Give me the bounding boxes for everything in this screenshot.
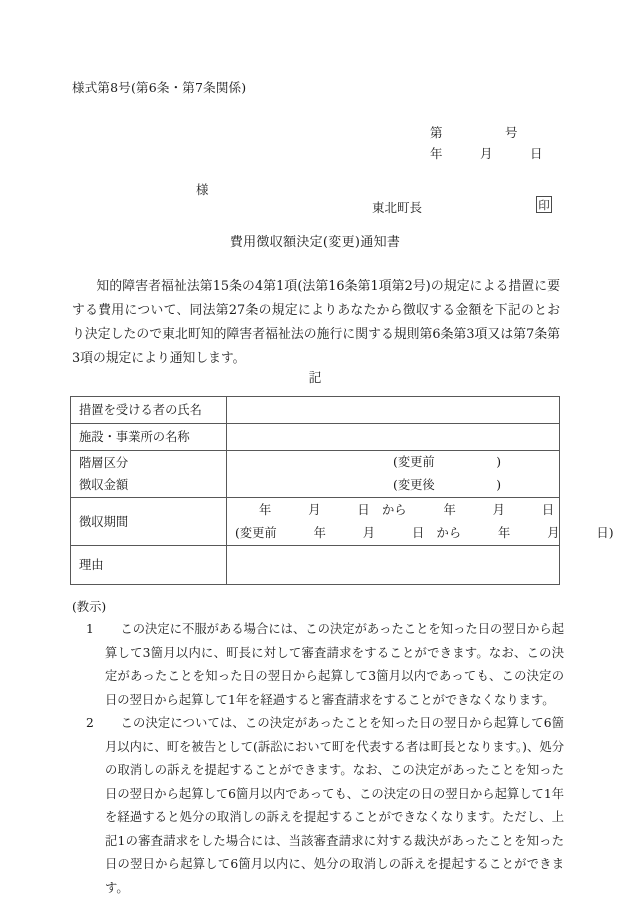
- row-label-class-and-amount: 階層区分 徴収金額: [71, 451, 227, 498]
- document-meta-block: [430, 122, 543, 164]
- amount-before-change: (変更前 ): [393, 455, 501, 469]
- instruction-text-2: この決定については、この決定があったことを知った日の翌日から起算して6箇月以内に、町を被告として(訴訟において町を代表する者は町長となります。)、処分の取消しの訴えを提起することができます。なお、この決定があったことを知った日の翌日から起算して6箇月以内であっても、この決定の日の翌日から起算して1年を経過すると処分の取消しの訴えを提起することができなくなります。ただし、上記1の審査請求をした場合には、当該審査請求に対する裁決があったことを知った日の翌日から起算して6箇月以内に、処分の取消しの訴えを提起することができます。: [105, 716, 564, 895]
- period-current-line: 年 月 日 から 年 月 日: [259, 502, 555, 517]
- seal-stamp-icon: 印: [536, 196, 552, 213]
- ki-marker: 記: [308, 371, 322, 386]
- body-text: 知的障害者福祉法第15条の4第1項(法第16条第1項第2号)の規定による措置に要する費用について、同法第27条の規定によりあなたから徴収する金額を下記のとおり決定したので東北町知的障害者福祉法の施行に関する規則第6条第3項又は第7条第3項の規定により通知します。: [72, 279, 560, 366]
- body-paragraph: [72, 275, 560, 371]
- document-number-line: 第 号: [430, 125, 518, 140]
- table-row: [71, 424, 560, 451]
- form-number: 様式第8号(第6条・第7条関係): [72, 80, 247, 95]
- row-value-reason[interactable]: [227, 546, 560, 585]
- row-value-class-and-amount[interactable]: [227, 451, 560, 498]
- row-label-facility-name: 施設・事業所の名称: [71, 424, 227, 451]
- instruction-item-2: [72, 712, 564, 900]
- document-title: 費用徴収額決定(変更)通知書: [229, 235, 401, 250]
- row-value-recipient-name[interactable]: [227, 397, 560, 424]
- addressee-honorific: 様: [196, 182, 209, 197]
- instructions-section: [72, 597, 564, 900]
- instruction-text-1: この決定に不服がある場合には、この決定があったことを知った日の翌日から起算して3箇月以内に、町長に対して審査請求をすることができます。なお、この決定があったことを知った日の翌日から起算して3箇月以内であっても、この決定の日の翌日から起算して1年を経過すると審査請求をすることができなくなります。: [105, 622, 564, 707]
- row-value-facility-name[interactable]: [227, 424, 560, 451]
- row-label-collection-period: 徴収期間: [71, 498, 227, 546]
- instruction-number-2: 2: [86, 716, 94, 730]
- cost-collection-table: [70, 396, 614, 585]
- issuer-name: 東北町長: [372, 200, 423, 215]
- table-row: [71, 498, 560, 546]
- amount-after-change: (変更後 ): [393, 478, 501, 492]
- instructions-heading: (教示): [72, 600, 107, 614]
- row-label-reason: 理由: [71, 546, 227, 585]
- table-row: [71, 546, 560, 585]
- row-value-collection-period[interactable]: [227, 498, 614, 546]
- instruction-item-1: [72, 618, 564, 712]
- table-row: [71, 451, 560, 498]
- document-date-line: 年 月 日: [430, 146, 543, 161]
- period-before-change-line: (変更前 年 月 日 から 年 月 日): [235, 525, 614, 540]
- row-label-recipient-name: 措置を受ける者の氏名: [71, 397, 227, 424]
- table-row: [71, 397, 560, 424]
- instruction-number-1: 1: [86, 622, 94, 636]
